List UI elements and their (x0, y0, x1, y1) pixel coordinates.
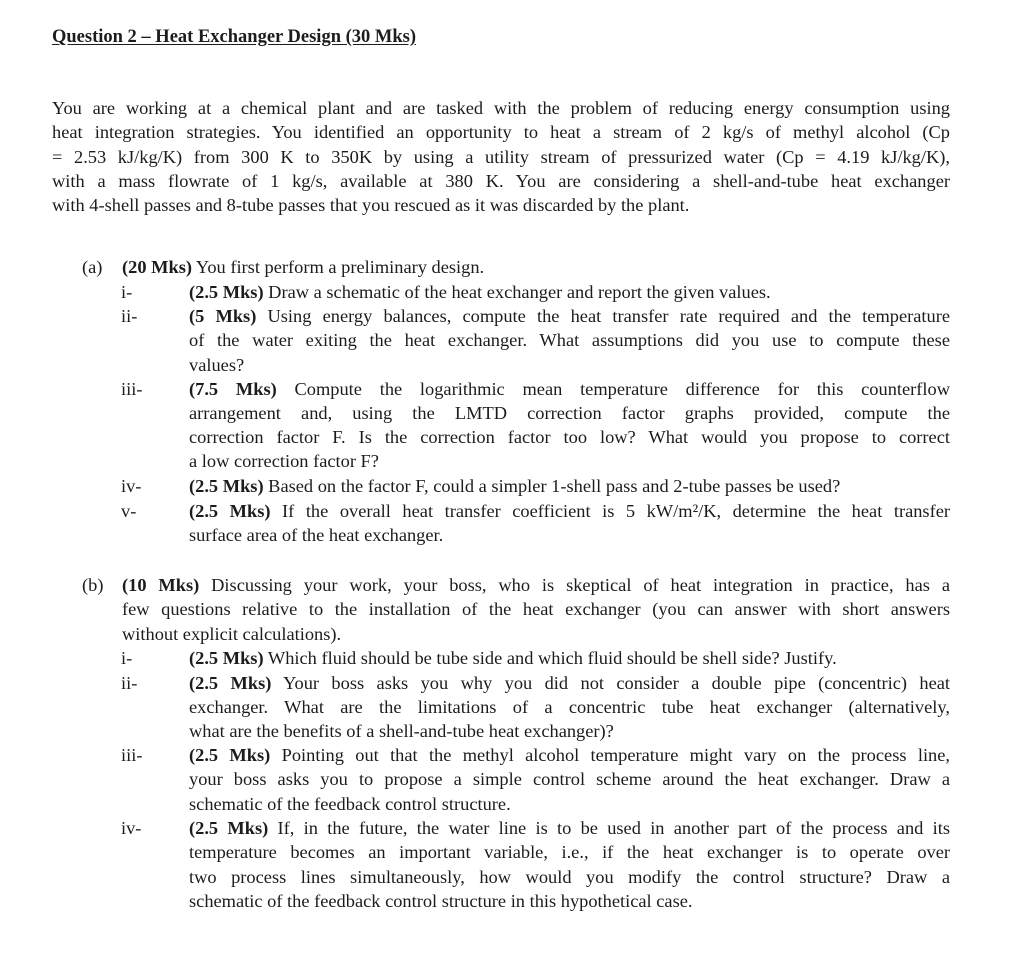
intro-line: with 4-shell passes and 8-tube passes that you rescued as it was discarded by the plant. (52, 195, 690, 216)
item-number: i- (121, 648, 133, 668)
item-marks: (2.5 Mks) (189, 648, 264, 668)
item-number: i- (121, 281, 133, 302)
intro-paragraph (52, 96, 950, 217)
intro-line: with a mass flowrate of 1 kg/s, available at 380 K. You are considering a shell-and-tube heat exchanger (52, 170, 950, 191)
item-marks: (2.5 Mks) (189, 500, 271, 521)
item-marks: (2.5 Mks) (189, 281, 264, 302)
item-number: iv- (121, 476, 142, 496)
part-a-label: (a) (82, 257, 103, 277)
intro-line: You are working at a chemical plant and are tasked with the problem of reducing energy consumption using (52, 98, 950, 118)
part-b-label: (b) (82, 575, 104, 595)
part-a-marks: (20 Mks) (122, 257, 192, 277)
item-marks: (2.5 Mks) (189, 476, 264, 496)
part-a-text: (20 Mks) You first perform a preliminary design. (122, 257, 485, 277)
item-marks: (5 Mks) (189, 306, 257, 326)
item-marks: (2.5 Mks) (189, 672, 272, 693)
item-marks: (7.5 Mks) (189, 378, 277, 399)
question-page: Question 2 – Heat Exchanger Design (30 Mks) You are working at a chemical plant and are tasked with the problem of reducing energy consumption using heat integration strategies. You identified an opportunity to heat a stream of 2 kg/s of methyl alcohol (Cp = 2.53 kJ/kg/K) from 300 K to 350K by using a utility stream of pressurized water (Cp = 4.19 kJ/kg/K), with a mass flowrate of 1 kg/s, available at 380 K. You are considering a shell-and-tube heat exchanger with 4-shell passes and 8-tube passes that you rescued as it was discarded by the plant. (a) (20 Mks) You first perform a preliminary design. i- (2.5 Mks) Draw a schematic of the heat exchanger and report the given values. ii- (5 Mks) Using energy balances, compute the heat transfer rate required and the temperature of the water exiting the heat exchanger. What assumptions did you use to compute these values? iii- (7.5 Mks) Compute the logarithmic mean temperature difference for this counterflow arrangement and, using the LMTD correction factor graphs provided, compute the correction factor F. Is the correction factor too low? What would you propose to correct a low correction factor F? iv- (2.5 Mks) Based on the factor F, could a simpler 1-shell pass and 2-tube passes be used? v- (2.5 Mks) If the overall heat transfer coefficient is 5 kW/m²/K, determine the heat transfer surface area of the heat exchanger. (b) (10 Mks) Discussing your work, your boss, who is skeptical of heat integration in practice, has a few questions relative to the installation of the heat exchanger (you can answer with short answers without explicit calculations). i- (2.5 Mks) Which fluid should be tube side and which fluid should be shell side? Justify. ii- (2.5 Mks) Your boss asks you why you did not consider a double pipe (concentric) heat exchanger. What are the limitations of a concentric tube heat exchanger (alternatively, what are the benefits of a shell-and-tube heat exchanger)? iii- (2.5 Mks) Pointing out that the methyl alcohol temperature might vary on the process line, your boss asks you to propose a simple control scheme around the heat exchanger. Draw a schematic of the feedback control structure. iv- (2.5 Mks) If, in the future, the water line is to be used in another part of the process and its temperature becomes an important variable, i.e., if the heat exchanger is to operate over two process lines simultaneously, how would you modify the control structure? Draw a schematic of the feedback control structure in this hypothetical case. (52, 27, 951, 911)
item-number: v- (121, 500, 137, 521)
item-number: iii- (121, 745, 143, 765)
part-b-marks: (10 Mks) (122, 575, 200, 595)
item-marks: (2.5 Mks) (189, 818, 269, 838)
item-number: ii- (121, 306, 138, 326)
intro-line: = 2.53 kJ/kg/K) from 300 K to 350K by using a utility stream of pressurized water (Cp = 4.19 kJ/kg/K), (52, 146, 950, 167)
question-title: Question 2 – Heat Exchanger Design (30 Mks) (52, 27, 417, 47)
item-number: iv- (121, 818, 142, 838)
intro-line: heat integration strategies. You identified an opportunity to heat a stream of 2 kg/s of methyl alcohol (Cp (52, 122, 950, 143)
item-number: iii- (121, 378, 143, 399)
item-marks: (2.5 Mks) (189, 745, 271, 765)
item-number: ii- (121, 672, 138, 693)
